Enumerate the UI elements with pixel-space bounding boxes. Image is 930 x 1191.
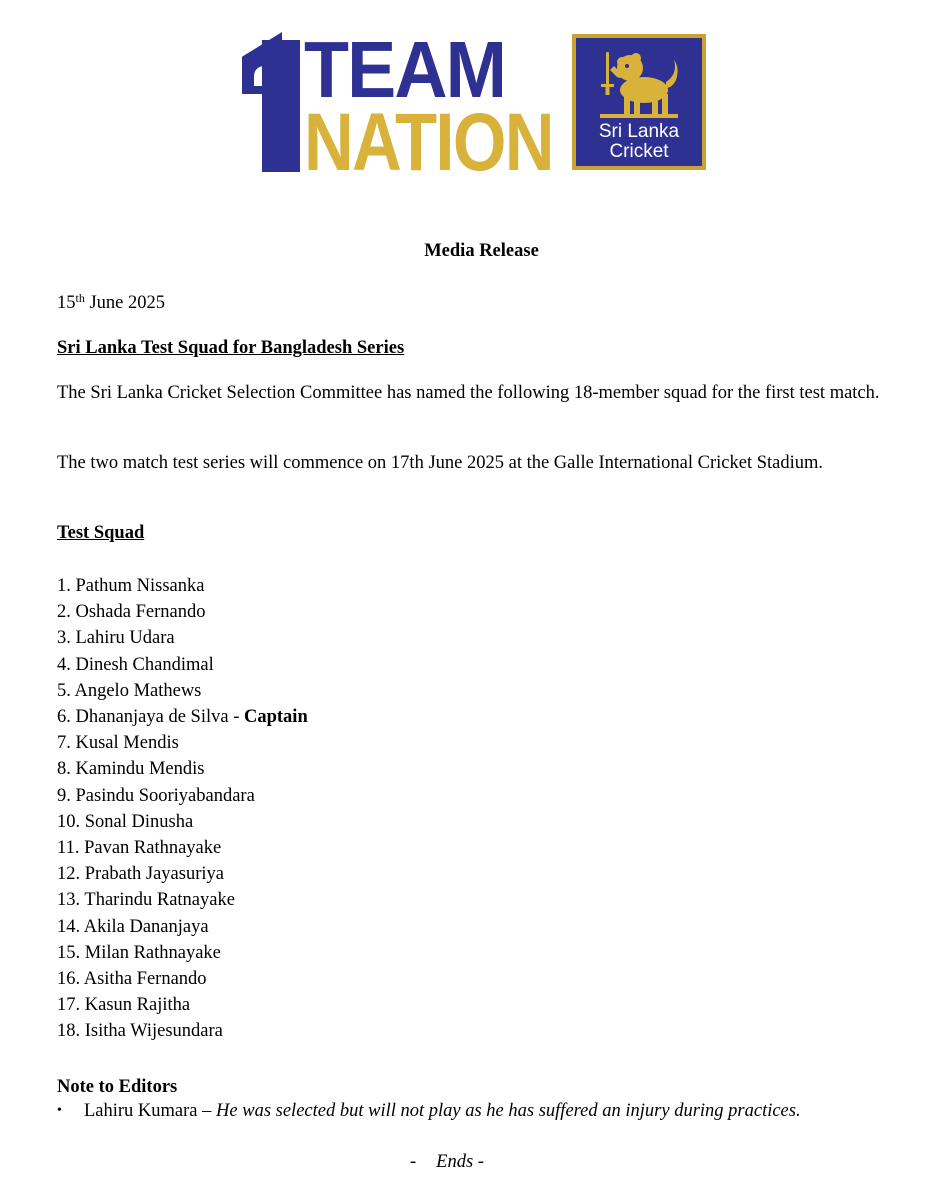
date-day: 15 — [57, 293, 76, 313]
list-item: 15. Milan Rathnayake — [57, 942, 221, 963]
list-item: 1. Pathum Nissanka — [57, 576, 205, 596]
paragraph-selection: The Sri Lanka Cricket Selection Committee has named the following 18-member squad for the first test match. — [57, 383, 880, 403]
list-item: 7. Kusal Mendis — [57, 733, 179, 754]
squad-title: Test Squad — [57, 523, 145, 543]
list-item: 17. Kasun Rajitha — [57, 995, 191, 1016]
list-item: 14. Akila Dananjaya — [57, 916, 209, 937]
bullet-icon: • — [57, 1103, 62, 1118]
list-item: 5. Angelo Mathews — [57, 680, 202, 701]
sri-lanka-cricket-badge — [572, 34, 706, 170]
date-suffix: th — [75, 291, 85, 305]
lion-emblem-icon — [596, 46, 682, 120]
release-subheading: Sri Lanka Test Squad for Bangladesh Series — [57, 338, 405, 358]
list-item: 3. Lahiru Udara — [57, 628, 175, 649]
ends-marker — [410, 1151, 484, 1173]
list-item: 16. Asitha Fernando — [57, 969, 207, 990]
list-item: 12. Prabath Jayasuriya — [57, 864, 224, 885]
page-title: Media Release — [424, 241, 539, 261]
list-item: 9. Pasindu Sooriyabandara — [57, 785, 255, 806]
list-item: 18. Isitha Wijesundara — [57, 1021, 223, 1042]
list-item: 8. Kamindu Mendis — [57, 759, 205, 780]
badge-text-cricket: Cricket — [609, 141, 669, 162]
captain-label: Captain — [244, 707, 308, 728]
list-item: 4. Dinesh Chandimal — [57, 654, 214, 675]
ends-dash: - — [410, 1152, 417, 1172]
list-item: 11. Pavan Rathnayake — [57, 838, 222, 859]
logo-nation-text: NATION — [304, 97, 553, 188]
squad-list — [57, 573, 308, 1045]
paragraph-series-start: The two match test series will commence on 17th June 2025 at the Galle International Cricket Stadium. — [57, 453, 824, 473]
note-to-editors-title: Note to Editors — [57, 1077, 178, 1097]
release-date — [57, 287, 165, 314]
editor-note — [57, 1100, 801, 1122]
list-item: 10. Sonal Dinusha — [57, 811, 194, 832]
ends-text: Ends - — [436, 1152, 484, 1172]
note-player-name: Lahiru Kumara – — [84, 1101, 217, 1121]
badge-text-sri-lanka: Sri Lanka — [598, 121, 680, 142]
logo-team-text: TEAM — [304, 25, 506, 114]
list-item: 2. Oshada Fernando — [57, 602, 206, 623]
list-item: 13. Tharindu Ratnayake — [57, 890, 235, 911]
date-month-year: June 2025 — [84, 293, 166, 313]
list-item-captain — [57, 704, 308, 730]
one-team-one-nation-logo — [240, 25, 710, 188]
note-text: He was selected but will not play as he has suffered an injury during practices. — [216, 1101, 801, 1121]
captain-player-name: 6. Dhananjaya de Silva - — [57, 707, 244, 728]
logo-one-stem — [262, 40, 300, 172]
